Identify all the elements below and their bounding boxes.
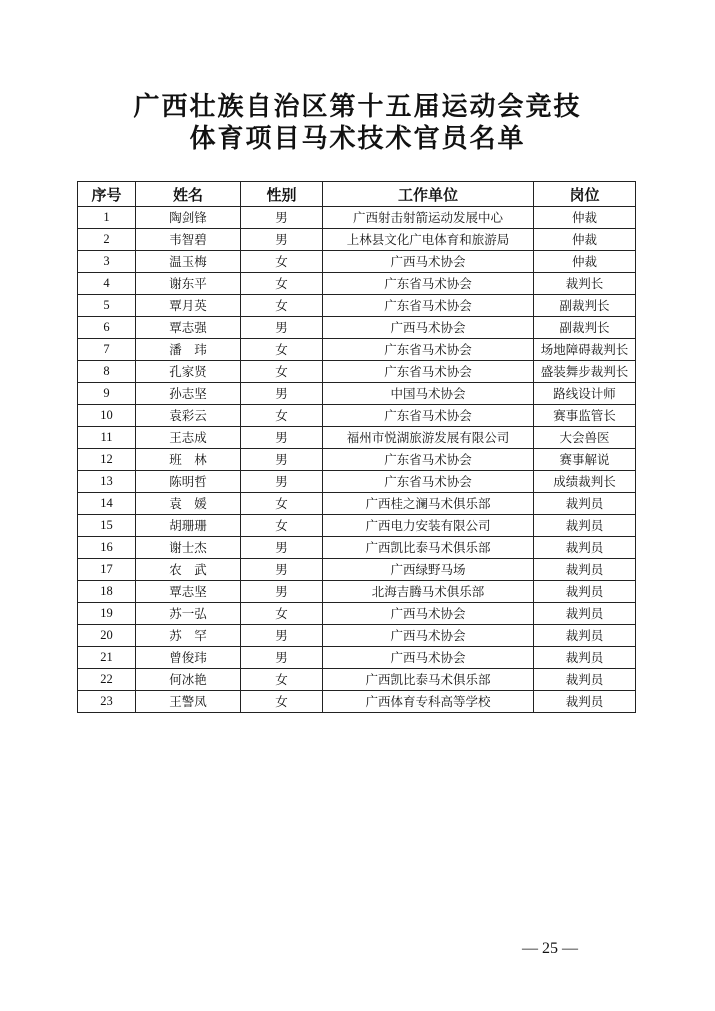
table-row <box>78 471 636 493</box>
cell-index: 10 <box>78 405 136 427</box>
cell-position: 裁判员 <box>534 515 636 537</box>
cell-position: 盛装舞步裁判长 <box>534 361 636 383</box>
cell-position: 裁判员 <box>534 669 636 691</box>
cell-position: 场地障碍裁判长 <box>534 339 636 361</box>
cell-name: 王志成 <box>136 427 241 449</box>
cell-index: 3 <box>78 251 136 273</box>
cell-index: 21 <box>78 647 136 669</box>
cell-index: 16 <box>78 537 136 559</box>
cell-workplace: 广西绿野马场 <box>323 559 534 581</box>
cell-workplace: 广西马术协会 <box>323 317 534 339</box>
cell-name: 农 武 <box>136 559 241 581</box>
cell-workplace: 广西体育专科高等学校 <box>323 691 534 713</box>
cell-position: 裁判员 <box>534 603 636 625</box>
cell-name: 陈明哲 <box>136 471 241 493</box>
table-row <box>78 581 636 603</box>
cell-name: 胡珊珊 <box>136 515 241 537</box>
cell-gender: 女 <box>241 361 323 383</box>
table-row <box>78 207 636 229</box>
cell-workplace: 广东省马术协会 <box>323 339 534 361</box>
cell-workplace: 广东省马术协会 <box>323 449 534 471</box>
table-row <box>78 295 636 317</box>
cell-position: 成绩裁判长 <box>534 471 636 493</box>
table-row <box>78 493 636 515</box>
cell-workplace: 广东省马术协会 <box>323 273 534 295</box>
cell-workplace: 广东省马术协会 <box>323 295 534 317</box>
cell-gender: 男 <box>241 625 323 647</box>
cell-name: 袁 媛 <box>136 493 241 515</box>
cell-name: 潘 玮 <box>136 339 241 361</box>
cell-position: 仲裁 <box>534 251 636 273</box>
cell-gender: 女 <box>241 251 323 273</box>
cell-gender: 男 <box>241 537 323 559</box>
cell-index: 4 <box>78 273 136 295</box>
cell-name: 孔家贤 <box>136 361 241 383</box>
cell-workplace: 福州市悦湖旅游发展有限公司 <box>323 427 534 449</box>
cell-name: 温玉梅 <box>136 251 241 273</box>
header-workplace: 工作单位 <box>323 182 534 207</box>
table-header-row <box>78 182 636 207</box>
cell-index: 12 <box>78 449 136 471</box>
table-row <box>78 647 636 669</box>
cell-name: 谢东平 <box>136 273 241 295</box>
cell-index: 19 <box>78 603 136 625</box>
cell-gender: 男 <box>241 427 323 449</box>
table-body <box>78 207 636 713</box>
cell-workplace: 广西射击射箭运动发展中心 <box>323 207 534 229</box>
cell-position: 裁判员 <box>534 537 636 559</box>
cell-index: 5 <box>78 295 136 317</box>
cell-position: 路线设计师 <box>534 383 636 405</box>
cell-position: 赛事解说 <box>534 449 636 471</box>
cell-gender: 男 <box>241 647 323 669</box>
cell-index: 14 <box>78 493 136 515</box>
cell-workplace: 广西马术协会 <box>323 647 534 669</box>
cell-gender: 男 <box>241 317 323 339</box>
cell-index: 23 <box>78 691 136 713</box>
cell-workplace: 北海吉腾马术俱乐部 <box>323 581 534 603</box>
cell-position: 裁判员 <box>534 581 636 603</box>
cell-workplace: 广西马术协会 <box>323 625 534 647</box>
header-gender: 性别 <box>241 182 323 207</box>
cell-gender: 男 <box>241 207 323 229</box>
table-row <box>78 603 636 625</box>
cell-index: 22 <box>78 669 136 691</box>
cell-gender: 女 <box>241 691 323 713</box>
cell-index: 17 <box>78 559 136 581</box>
table-row <box>78 625 636 647</box>
table-row <box>78 317 636 339</box>
cell-workplace: 广西桂之澜马术俱乐部 <box>323 493 534 515</box>
cell-workplace: 广西电力安装有限公司 <box>323 515 534 537</box>
page-number: — 25 — <box>522 940 578 957</box>
cell-position: 仲裁 <box>534 229 636 251</box>
table-row <box>78 339 636 361</box>
table-row <box>78 405 636 427</box>
cell-position: 裁判员 <box>534 559 636 581</box>
table-row <box>78 361 636 383</box>
cell-workplace: 广东省马术协会 <box>323 361 534 383</box>
cell-index: 11 <box>78 427 136 449</box>
table-row <box>78 449 636 471</box>
cell-workplace: 广西马术协会 <box>323 251 534 273</box>
document-title-line2: 体育项目马术技术官员名单 <box>189 124 526 154</box>
cell-gender: 男 <box>241 449 323 471</box>
document-title-line1: 广西壮族自治区第十五届运动会竞技 <box>133 92 582 122</box>
cell-index: 13 <box>78 471 136 493</box>
cell-name: 覃志坚 <box>136 581 241 603</box>
table-row <box>78 515 636 537</box>
table-row <box>78 273 636 295</box>
cell-index: 18 <box>78 581 136 603</box>
cell-gender: 男 <box>241 559 323 581</box>
table-row <box>78 537 636 559</box>
cell-position: 大会兽医 <box>534 427 636 449</box>
cell-index: 6 <box>78 317 136 339</box>
cell-index: 9 <box>78 383 136 405</box>
cell-workplace: 广西马术协会 <box>323 603 534 625</box>
cell-name: 袁彩云 <box>136 405 241 427</box>
cell-gender: 女 <box>241 493 323 515</box>
cell-workplace: 广东省马术协会 <box>323 405 534 427</box>
cell-name: 覃志强 <box>136 317 241 339</box>
cell-index: 1 <box>78 207 136 229</box>
cell-position: 裁判员 <box>534 625 636 647</box>
cell-position: 赛事监管长 <box>534 405 636 427</box>
cell-name: 苏 罕 <box>136 625 241 647</box>
table-row <box>78 427 636 449</box>
cell-position: 仲裁 <box>534 207 636 229</box>
cell-name: 谢士杰 <box>136 537 241 559</box>
cell-gender: 男 <box>241 581 323 603</box>
cell-gender: 女 <box>241 339 323 361</box>
header-index: 序号 <box>78 182 136 207</box>
cell-name: 曾俊玮 <box>136 647 241 669</box>
cell-index: 7 <box>78 339 136 361</box>
cell-gender: 女 <box>241 405 323 427</box>
cell-gender: 女 <box>241 669 323 691</box>
cell-index: 2 <box>78 229 136 251</box>
table-row <box>78 251 636 273</box>
cell-gender: 女 <box>241 273 323 295</box>
cell-position: 裁判员 <box>534 647 636 669</box>
officials-table <box>77 181 636 713</box>
cell-name: 韦智碧 <box>136 229 241 251</box>
cell-gender: 女 <box>241 295 323 317</box>
cell-gender: 男 <box>241 471 323 493</box>
table-row <box>78 383 636 405</box>
cell-gender: 男 <box>241 383 323 405</box>
cell-gender: 女 <box>241 603 323 625</box>
cell-position: 副裁判长 <box>534 317 636 339</box>
cell-workplace: 广西凯比泰马术俱乐部 <box>323 537 534 559</box>
cell-position: 裁判员 <box>534 691 636 713</box>
cell-index: 8 <box>78 361 136 383</box>
cell-gender: 女 <box>241 515 323 537</box>
header-name: 姓名 <box>136 182 241 207</box>
cell-workplace: 上林县文化广电体育和旅游局 <box>323 229 534 251</box>
header-position: 岗位 <box>534 182 636 207</box>
cell-name: 苏一弘 <box>136 603 241 625</box>
cell-position: 副裁判长 <box>534 295 636 317</box>
cell-name: 覃月英 <box>136 295 241 317</box>
cell-name: 王警凤 <box>136 691 241 713</box>
table-row <box>78 559 636 581</box>
table-row <box>78 229 636 251</box>
cell-name: 班 林 <box>136 449 241 471</box>
cell-position: 裁判员 <box>534 493 636 515</box>
cell-name: 何冰艳 <box>136 669 241 691</box>
cell-workplace: 中国马术协会 <box>323 383 534 405</box>
cell-position: 裁判长 <box>534 273 636 295</box>
cell-workplace: 广西凯比泰马术俱乐部 <box>323 669 534 691</box>
cell-index: 15 <box>78 515 136 537</box>
cell-index: 20 <box>78 625 136 647</box>
cell-workplace: 广东省马术协会 <box>323 471 534 493</box>
table-row <box>78 669 636 691</box>
cell-name: 陶剑锋 <box>136 207 241 229</box>
cell-gender: 男 <box>241 229 323 251</box>
table-row <box>78 691 636 713</box>
cell-name: 孙志坚 <box>136 383 241 405</box>
